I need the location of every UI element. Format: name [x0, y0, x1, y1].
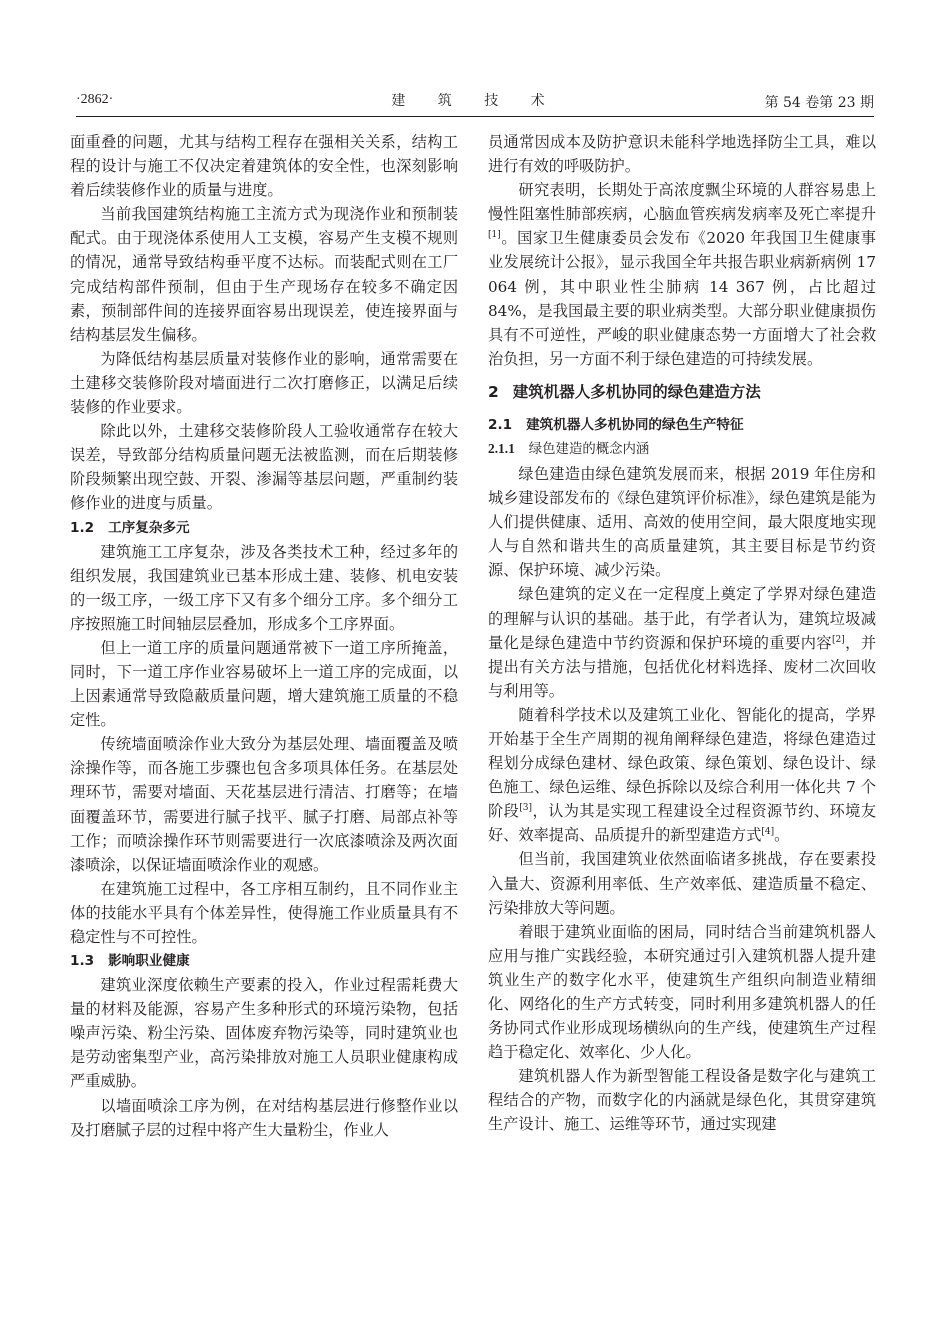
paragraph: 建筑业深度依赖生产要素的投入，作业过程需耗费大量的材料及能源，容易产生多种形式的环境污染物，包括噪声污染、粉尘污染、固体废弃物污染等，同时建筑业也是劳动密集型产业，高污染排放对施工人员职业健康构成严重威胁。	[70, 976, 458, 1091]
section-title: 建筑机器人多机协同的绿色建造方法	[512, 382, 761, 401]
paragraph: 除此以外，土建移交装修阶段人工验收通常存在较大误差，导致部分结构质量问题无法被监测，而在后期装修阶段频繁出现空鼓、开裂、渗漏等基层问题，严重制约装修作业的进度与质量。	[70, 422, 458, 513]
section-heading-1-2	[70, 516, 458, 540]
section-title: 影响职业健康	[108, 953, 190, 970]
section-heading-2	[488, 378, 876, 406]
text-run: ，并提出有关方法与措施，包括优化材料选择、废材二次回收与利用等。	[488, 633, 877, 700]
text-run: 研究表明，长期处于高浓度飘尘环境的人群容易患上慢性阻塞性肺部疾病，心脑血管疾病发病率及死亡率提升	[488, 181, 876, 224]
right-column	[488, 130, 876, 1137]
paragraph: 在建筑施工过程中，各工序相互制约，且不同作业主体的技能水平具有个体差异性，使得施工作业质量具有不稳定性与不可控性。	[70, 879, 458, 946]
section-heading-2-1-1	[488, 437, 876, 462]
paragraph: 建筑施工工序复杂，涉及各类技术工种，经过多年的组织发展，我国建筑业已基本形成土建、装修、机电安装的一级工序，一级工序下又有多个细分工序。多个细分工序按照施工时间轴层层叠加，形成多个工序界面。	[70, 542, 458, 633]
section-number: 2	[488, 382, 499, 401]
paragraph: 绿色建造由绿色建筑发展而来，根据 2019 年住房和城乡建设部发布的《绿色建筑评价标准》，绿色建筑是能为人们提供健康、适用、高效的使用空间，最大限度地实现人与自然和谐共生的高质量建筑，其主要目标是节约资源、保护环境、减少污染。	[488, 464, 876, 580]
paragraph: 但当前，我国建筑业依然面临诸多挑战，存在要素投入量大、资源利用率低、生产效率低、建造质量不稳定、污染排放大等问题。	[488, 850, 876, 917]
paragraph: 建筑机器人作为新型智能工程设备是数字化与建筑工程结合的产物，而数字化的内涵就是绿色化，其贯穿建筑生产设计、施工、运维等环节，通过实现建	[488, 1067, 876, 1134]
header-rule	[76, 116, 874, 117]
paragraph	[488, 178, 876, 371]
paragraph: 着眼于建筑业面临的困局，同时结合当前建筑机器人应用与推广实践经验，本研究通过引入建筑机器人提升建筑业生产的数字化水平，使建筑生产组织向制造业精细化、网络化的生产方式转变，同时利用多建筑机器人的任务协同式作业形成现场横纵向的生产线，使建筑生产过程趋于稳定化、效率化、少人化。	[488, 922, 876, 1062]
text-run: 随着科学技术以及建筑工业化、智能化的提高，学界开始基于全生产周期的视角阐释绿色建造，将绿色建造过程划分成绿色建材、绿色政策、绿色策划、绿色设计、绿色施工、绿色运维、绿色拆除以及综合利用一体化共 7 个阶段	[488, 705, 876, 821]
citation: [2]	[831, 634, 845, 645]
paragraph	[488, 703, 876, 848]
section-number: 1.2	[70, 519, 95, 536]
journal-title: 建 筑 技 术	[391, 93, 559, 109]
citation: [1]	[488, 230, 501, 241]
section-title: 建筑机器人多机协同的绿色生产特征	[526, 416, 744, 433]
section-number: 1.3	[70, 953, 95, 970]
paragraph: 为降低结构基层质量对装修作业的影响，通常需要在土建移交装修阶段对墙面进行二次打磨修正，以满足后续装修的作业要求。	[70, 349, 458, 417]
left-column	[70, 130, 458, 1142]
paragraph: 当前我国建筑结构施工主流方式为现浇作业和预制装配式。由于现浇体系使用人工支模，容易产生支模不规则的情况，通常导致结构垂平度不达标。而装配式则在工厂完成结构部件预制，但由于生产现场存在较多不确定因素，预制部件间的连接界面容易出现误差，使连接界面与结构基层发生偏移。	[70, 205, 458, 344]
text-run: ，认为其是实现工程建设全过程资源节约、环境友好、效率提高、品质提升的新型建造方式	[488, 802, 877, 845]
section-number: 2.1	[488, 416, 513, 433]
page-number: ·2862·	[76, 92, 114, 107]
volume-issue: 第 54 卷第 23 期	[764, 95, 874, 111]
section-heading-1-3	[70, 949, 458, 973]
paragraph: 员通常因成本及防护意识未能科学地选择防尘工具，难以进行有效的呼吸防护。	[488, 133, 876, 176]
paragraph: 以墙面喷涂工序为例，在对结构基层进行修整作业以及打磨腻子层的过程中将产生大量粉尘，作业人	[70, 1096, 458, 1139]
section-title: 工序复杂多元	[108, 519, 190, 536]
text-run: 。国家卫生健康委员会发布《2020 年我国卫生健康事业发展统计公报》，显示我国全年共报告职业病新病例 17 064 例，其中职业性尘肺病 14 367 例，占比超过 84%，是我国最主要的职业病类型。大部分职业健康损伤具有不可逆性，严峻的职业健康态势一方面增大了社会救治负担，另一方面不利于绿色建造的可持续发展。	[488, 229, 876, 368]
citation: [3]	[519, 803, 533, 814]
paragraph	[488, 582, 876, 702]
paragraph: 面重叠的问题，尤其与结构工程存在强相关关系，结构工程的设计与施工不仅决定着建筑体的安全性，也深刻影响着后续装修作业的质量与进度。	[70, 133, 458, 200]
running-header	[76, 90, 874, 112]
citation: [4]	[761, 827, 775, 838]
section-title: 绿色建造的概念内涵	[528, 441, 650, 457]
paragraph: 传统墙面喷涂作业大致分为基层处理、墙面覆盖及喷涂操作等，而各施工步骤也包含多项具体任务。在基层处理环节，需要对墙面、天花基层进行清洁、打磨等；在墙面覆盖环节，需要进行腻子找平、腻子打磨、局部点补等工作；而喷涂操作环节则需要进行一次底漆喷涂及两次面漆喷涂，以保证墙面喷涂作业的观感。	[70, 735, 458, 874]
text-run: 。	[774, 826, 790, 845]
section-heading-2-1	[488, 413, 876, 437]
section-number: 2.1.1	[488, 440, 515, 456]
text-run: 绿色建筑的定义在一定程度上奠定了学界对绿色建造的理解与认识的基础。基于此，有学者认为，建筑垃圾减量化是绿色建造中节约资源和保护环境的重要内容	[488, 585, 876, 652]
paragraph: 但上一道工序的质量问题通常被下一道工序所掩盖，同时，下一道工序作业容易破坏上一道工序的完成面，以上因素通常导致隐蔽质量问题，增大建筑施工质量的不稳定性。	[70, 638, 458, 730]
